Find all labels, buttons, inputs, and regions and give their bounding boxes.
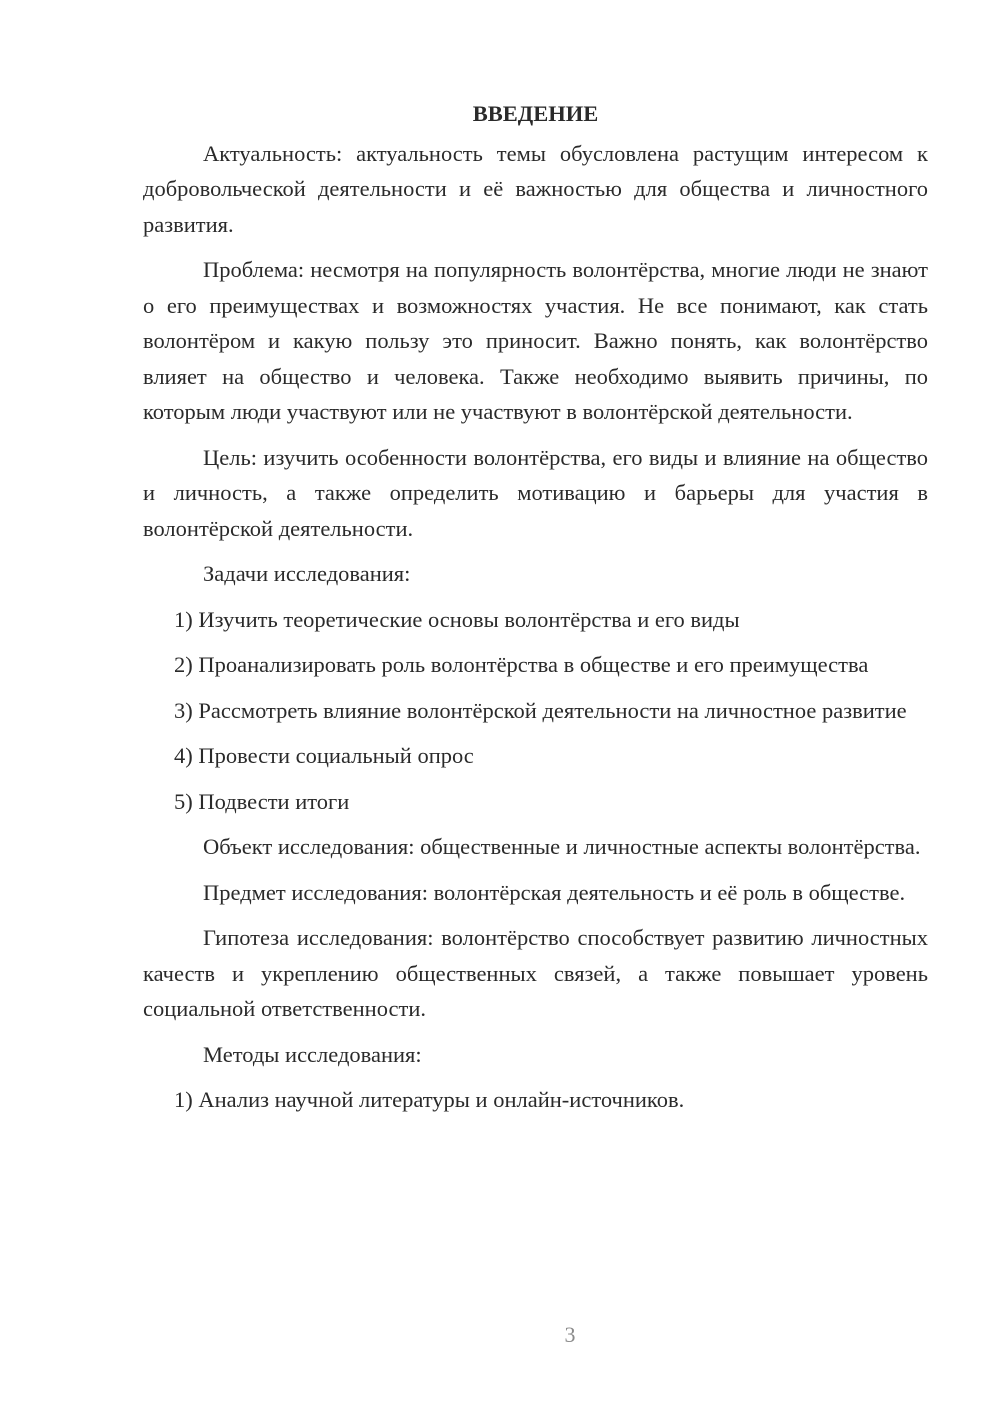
page-content (143, 96, 928, 1128)
paragraph-hypothesis: Гипотеза исследования: волонтёрство способствует развитию личностных качеств и укреплению общественных связей, а также повышает уровень социальной ответственности. (143, 925, 928, 1021)
page-number: 3 (564, 1322, 576, 1347)
paragraph-problem: Проблема: несмотря на популярность волонтёрства, многие люди не знают о его преимуществах и возможностях участия. Не все понимают, как стать волонтёром и какую пользу это приносит. Важно понять, как волонтёрство влияет на общество и человека. Также необходимо выявить причины, по которым люди участвуют или не участвуют в волонтёрской деятельности. (143, 257, 928, 424)
task-item: 1) Изучить теоретические основы волонтёрства и его виды (174, 606, 740, 632)
methods-title: Методы исследования: (203, 1041, 422, 1067)
task-item: 3) Рассмотреть влияние волонтёрской деятельности на личностное развитие (174, 697, 907, 723)
method-item: 1) Анализ научной литературы и онлайн-источников. (174, 1087, 685, 1112)
paragraph-subject: Предмет исследования: волонтёрская деятельность и её роль в обществе. (203, 879, 906, 905)
task-item: 4) Провести социальный опрос (174, 743, 474, 768)
task-item: 2) Проанализировать роль волонтёрства в обществе и его преимущества (174, 652, 869, 677)
paragraph-object: Объект исследования: общественные и личностные аспекты волонтёрства. (203, 834, 921, 859)
task-item: 5) Подвести итоги (174, 788, 350, 814)
tasks-title: Задачи исследования: (203, 561, 411, 586)
section-heading: ВВЕДЕНИЕ (472, 101, 599, 126)
paragraph-goal: Цель: изучить особенности волонтёрства, его виды и влияние на общество и личность, а также определить мотивацию и барьеры для участия в волонтёрской деятельности. (143, 444, 928, 541)
paragraph-relevance: Актуальность: актуальность темы обусловлена растущим интересом к добровольческой деятельности и её важностью для общества и личностного развития. (143, 140, 928, 237)
